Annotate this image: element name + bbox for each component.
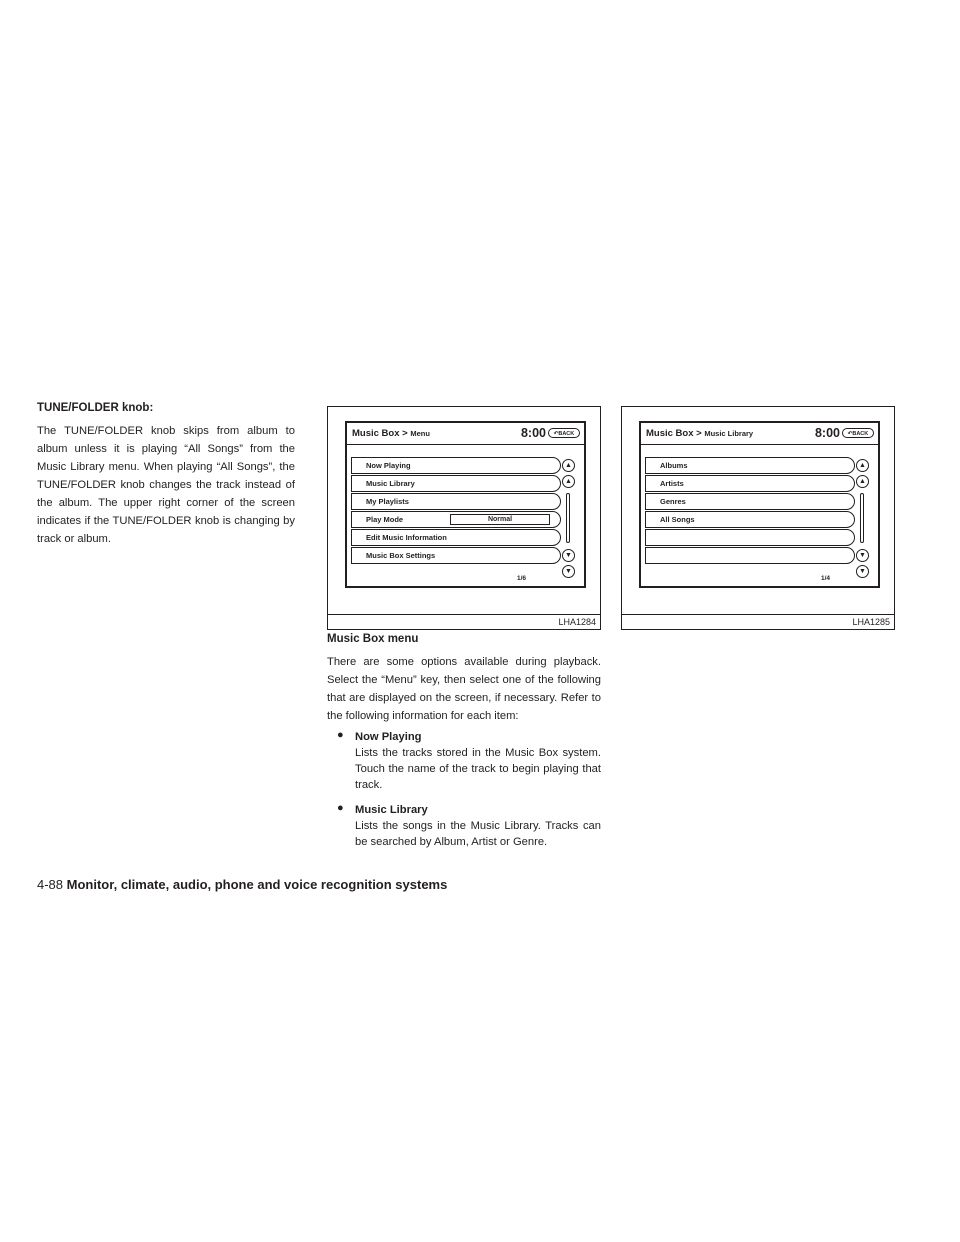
menu-item-all-songs[interactable] bbox=[645, 511, 855, 528]
scroll-down-icon[interactable]: ▼ bbox=[562, 549, 575, 562]
back-icon: ↶ bbox=[847, 431, 853, 437]
list-item bbox=[327, 729, 601, 793]
figure-code: LHA1284 bbox=[558, 617, 596, 627]
back-button[interactable] bbox=[548, 428, 580, 438]
menu-item-label: Now Playing bbox=[366, 461, 411, 470]
page-footer bbox=[37, 877, 447, 892]
tune-folder-section bbox=[37, 402, 295, 548]
page-up-icon[interactable]: ▲ bbox=[856, 459, 869, 472]
clock: 8:00 bbox=[520, 426, 546, 440]
menu-item-music-box-settings[interactable] bbox=[351, 547, 561, 564]
menu-item-music-library[interactable] bbox=[351, 475, 561, 492]
screen-title bbox=[352, 428, 430, 439]
screen-title-main: Music Box > bbox=[646, 428, 702, 439]
scroll-down-icon[interactable]: ▼ bbox=[856, 549, 869, 562]
play-mode-value: Normal bbox=[450, 514, 550, 525]
bullet-body: Lists the tracks stored in the Music Box system. Touch the name of the track to begin playing that track. bbox=[355, 747, 601, 791]
menu-item-label: My Playlists bbox=[366, 497, 409, 506]
page-up-icon[interactable]: ▲ bbox=[562, 459, 575, 472]
back-icon: ↶ bbox=[553, 431, 559, 437]
scrollbar[interactable] bbox=[853, 459, 873, 579]
screen-display bbox=[639, 421, 880, 588]
menu-item-label: Artists bbox=[660, 479, 684, 488]
menu-item-label: Genres bbox=[660, 497, 686, 506]
bullet-title: Now Playing bbox=[355, 731, 422, 743]
menu-item-empty bbox=[645, 547, 855, 564]
music-box-menu-section bbox=[327, 633, 601, 859]
title-divider bbox=[347, 444, 584, 445]
menu-item-play-mode[interactable] bbox=[351, 511, 561, 528]
clock: 8:00 bbox=[814, 426, 840, 440]
bullet-list bbox=[327, 729, 601, 850]
screen-title-sub: Menu bbox=[410, 429, 430, 438]
figure-music-library bbox=[621, 406, 895, 630]
screen-title bbox=[646, 428, 753, 439]
scrollbar[interactable] bbox=[559, 459, 579, 579]
back-label: BACK bbox=[558, 431, 575, 437]
back-button[interactable] bbox=[842, 428, 874, 438]
menu-item-label: Play Mode bbox=[366, 515, 404, 524]
menu-item-edit-music-information[interactable] bbox=[351, 529, 561, 546]
menu-item-label: All Songs bbox=[660, 515, 695, 524]
menu-item-my-playlists[interactable] bbox=[351, 493, 561, 510]
scroll-track[interactable] bbox=[566, 493, 570, 543]
page-number: 4-88 bbox=[37, 877, 64, 892]
screen-display bbox=[345, 421, 586, 588]
page-indicator: 1/6 bbox=[517, 575, 527, 582]
figure-code-divider bbox=[622, 614, 894, 615]
scroll-track[interactable] bbox=[860, 493, 864, 543]
list-item bbox=[327, 802, 601, 850]
menu-item-artists[interactable] bbox=[645, 475, 855, 492]
menu-item-label: Edit Music Information bbox=[366, 533, 447, 542]
figure-music-box-menu bbox=[327, 406, 601, 630]
section-body: There are some options available during playback. Select the “Menu” key, then select one of the following that are displayed on the screen, if necessary. Refer to the following information for each item: bbox=[327, 656, 601, 722]
menu-item-label: Music Library bbox=[366, 479, 415, 488]
figure-code-divider bbox=[328, 614, 600, 615]
menu-item-label: Music Box Settings bbox=[366, 551, 436, 560]
screen-title-main: Music Box > bbox=[352, 428, 408, 439]
section-heading: Music Box menu bbox=[327, 633, 419, 645]
chapter-title: Monitor, climate, audio, phone and voice recognition systems bbox=[66, 877, 448, 892]
scroll-up-icon[interactable]: ▲ bbox=[562, 475, 575, 488]
section-heading: TUNE/FOLDER knob: bbox=[37, 402, 154, 414]
figure-code: LHA1285 bbox=[852, 617, 890, 627]
menu-item-genres[interactable] bbox=[645, 493, 855, 510]
bullet-body: Lists the songs in the Music Library. Tracks can be searched by Album, Artist or Genre. bbox=[355, 820, 601, 848]
menu-item-now-playing[interactable] bbox=[351, 457, 561, 474]
section-body: The TUNE/FOLDER knob skips from album to album unless it is playing “All Songs” from the Music Library menu. When playing “All Songs”, the TUNE/FOLDER knob changes the track instead of the album. The upper right corner of the screen indicates if the TUNE/FOLDER knob is changing by track or album. bbox=[37, 425, 295, 545]
menu-item-albums[interactable] bbox=[645, 457, 855, 474]
bullet-icon: ● bbox=[337, 802, 344, 814]
bullet-title: Music Library bbox=[355, 804, 428, 816]
menu-list bbox=[351, 457, 561, 565]
bullet-icon: ● bbox=[337, 729, 344, 741]
scroll-up-icon[interactable]: ▲ bbox=[856, 475, 869, 488]
menu-item-empty bbox=[645, 529, 855, 546]
page-down-icon[interactable]: ▼ bbox=[562, 565, 575, 578]
menu-item-label: Albums bbox=[660, 461, 688, 470]
page-down-icon[interactable]: ▼ bbox=[856, 565, 869, 578]
menu-list bbox=[645, 457, 855, 565]
screen-title-sub: Music Library bbox=[704, 429, 754, 438]
title-divider bbox=[641, 444, 878, 445]
back-label: BACK bbox=[852, 431, 869, 437]
page-indicator: 1/4 bbox=[821, 575, 831, 582]
